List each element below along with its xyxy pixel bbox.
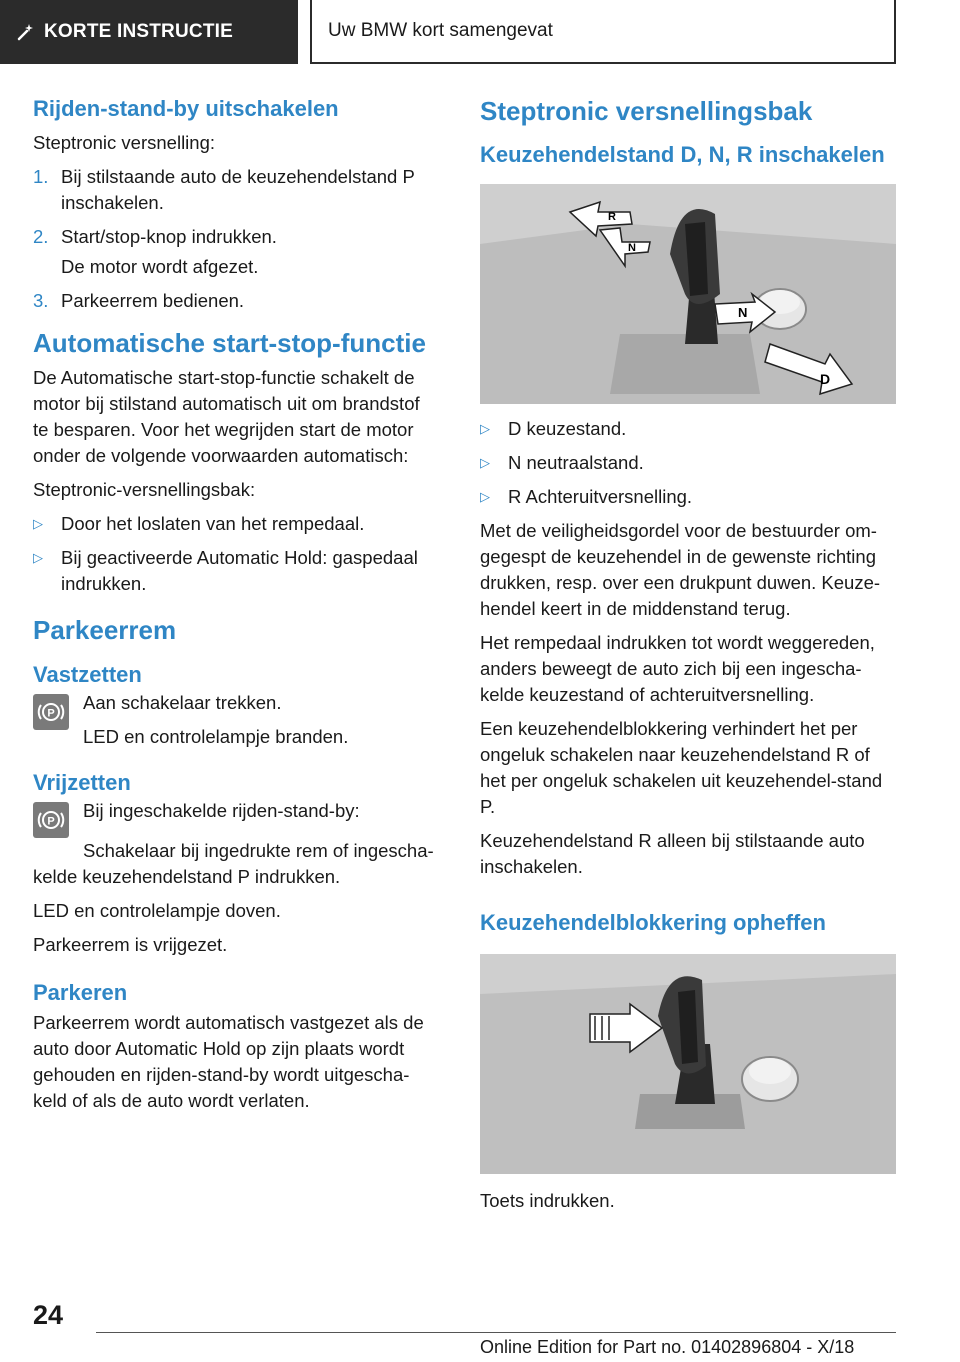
gear-selector-photo [480,184,896,404]
paragraph: LED en controlelampje doven. [33,900,281,921]
subsection-title: Parkeren [33,980,128,1005]
paragraph: De Automatische start-stop-functie schakelt de motor bij stilstand automatisch uit om brandstof te besparen. Voor het wegrijden start de motor onder de volgende voorwaarden automatisch: [33,367,420,466]
triangle-bullet-icon: ▷ [33,516,43,531]
paragraph: Parkeerrem wordt automatisch vastgezet als de auto door Automatic Hold op zijn plaats wordt gehouden en rijden-stand-by wordt uitgescha-keld of als de auto wordt verlaten. [33,1012,424,1111]
left-column [33,96,438,1114]
step-note: De motor wordt afgezet. [61,256,259,277]
parking-brake-apply: P Aan schakelaar trekken. LED en controlelampje branden. [33,690,438,750]
paragraph: Met de veiligheidsgordel voor de bestuurder om-gegespt de keuzehendel in de gewenste richting drukken, resp. over een drukpunt duwen. Keuze-hendel keert in de middenstand terug. [480,520,881,619]
triangle-bullet-icon: ▷ [480,421,490,436]
n-position-label: N [738,305,748,320]
paragraph: Parkeerrem is vrijgezet. [33,934,228,955]
triangle-bullet-icon: ▷ [480,489,490,504]
selector-lock-photo [480,954,896,1174]
list-item: ▷ N neutraalstand. [480,450,896,476]
parking-brake-icon [33,802,69,838]
list-item: ▷ R Achteruitversnelling. [480,484,896,510]
list-item: ▷ Door het loslaten van het rempedaal. [33,511,438,537]
numbered-item: 1. Bij stilstaande auto de keuzehendelstand P inschakelen. [33,166,415,213]
section-title: Steptronic versnellingsbak [480,96,813,126]
subsection-title: Vastzetten [33,662,142,687]
subsection-title: Vrijzetten [33,770,131,795]
d-position-label: D [820,371,831,387]
parking-brake-release: P Bij ingeschakelde rijden-stand-by: [33,798,438,838]
paragraph: Keuzehendelstand R alleen bij stilstaande auto inschakelen. [480,830,865,877]
list-item: ▷ Bij geactiveerde Automatic Hold: gaspedaal indrukken. [33,545,438,597]
svg-text:P: P [47,707,55,720]
right-column [480,96,896,1214]
triangle-bullet-icon: ▷ [33,550,43,565]
section-title: Parkeerrem [33,615,177,645]
chapter-tab-label: KORTE INSTRUCTIE [44,21,233,42]
footer-divider [96,1332,896,1333]
wand-icon [16,22,36,42]
triangle-bullet-icon: ▷ [480,455,490,470]
subsection-title: Keuzehendelblokkering opheffen [480,910,826,935]
chapter-tab [0,0,298,64]
subsection-title: Keuzehendelstand D, N, R inschakelen [480,142,885,167]
paragraph: Het rempedaal indrukken tot wordt weggereden, anders beweegt de auto zich bij een ingescha-kelde keuzestand of achteruitversnelling. [480,632,875,705]
section-title: Rijden-stand-by uitschakelen [33,96,339,121]
page-number: 24 [33,1300,64,1330]
paragraph: Steptronic versnelling: [33,132,216,153]
edition-note: Online Edition for Part no. 01402896804 - X/18 [480,1337,855,1357]
image-caption: Toets indrukken. [480,1190,615,1211]
chapter-subtitle: Uw BMW kort samengevat [310,0,896,64]
numbered-item: 3. Parkeerrem bedienen. [33,290,245,311]
section-title: Automatische start-stop-functie [33,328,426,358]
svg-text:P: P [47,815,55,828]
paragraph: Een keuzehendelblokkering verhindert het per ongeluk schakelen naar keuzehendelstand R of het per ongeluk schakelen uit keuzehendel-stand P. [480,718,883,817]
numbered-item: 2. Start/stop-knop indrukken. [33,226,277,247]
paragraph: Steptronic-versnellingsbak: [33,479,256,500]
n-position-label: N [628,242,636,254]
r-position-label: R [608,211,616,223]
paragraph: Schakelaar bij ingedrukte rem of ingescha-kelde keuzehendelstand P indrukken. [33,840,434,887]
list-item: ▷ D keuzestand. [480,416,896,442]
parking-brake-icon [33,694,69,730]
